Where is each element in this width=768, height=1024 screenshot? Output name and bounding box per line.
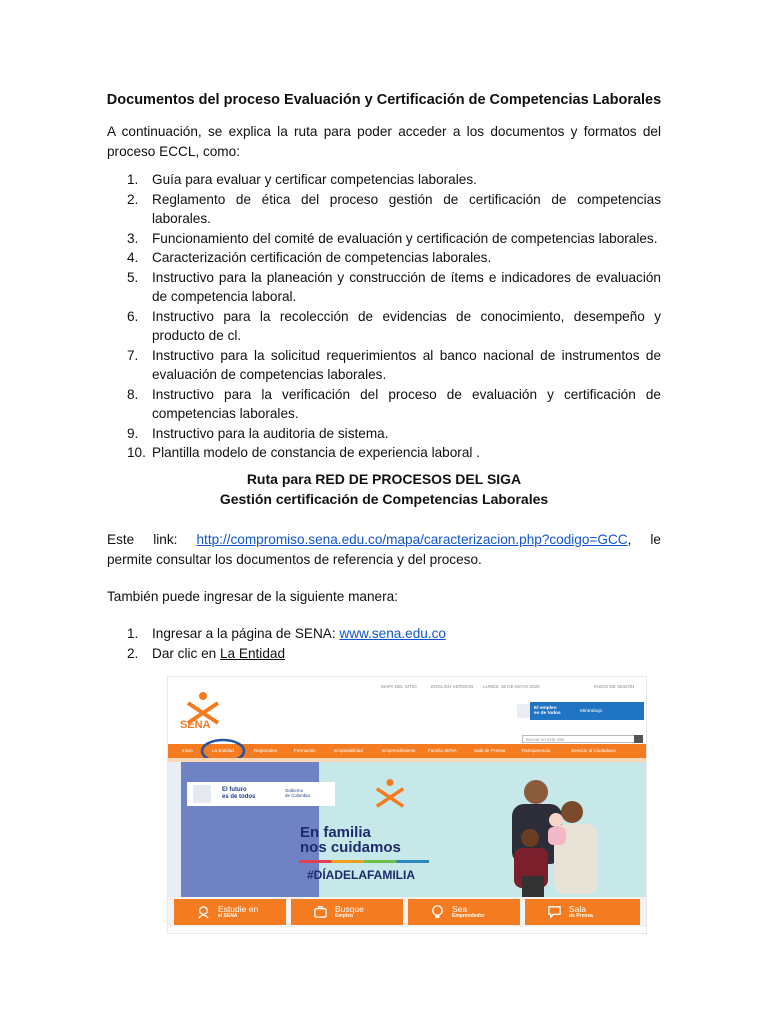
list-item: [107, 307, 661, 346]
gobierno-line: Gobierno: [285, 788, 304, 793]
tile-busque[interactable]: [291, 899, 403, 925]
list-item: [107, 268, 661, 307]
list-item: [107, 424, 661, 444]
link-prefix: Este link:: [107, 532, 197, 547]
list-item: [107, 190, 661, 229]
document-title: Documentos del proceso Evaluación y Certificación de Competencias Laborales: [106, 92, 662, 108]
futuro-text: [222, 787, 255, 801]
quick-links: [168, 897, 646, 927]
tile-title: Busque: [335, 904, 364, 914]
list-item-text: Funcionamiento del comité de evaluación y certificación de competencias laborales.: [152, 230, 658, 246]
hero-line: En familia: [300, 824, 371, 841]
top-link[interactable]: MAPA DEL SITIO: [381, 684, 417, 689]
badge-ministry: Mintrabajo: [580, 709, 603, 714]
tile-title: Sala: [569, 904, 587, 914]
tile-subtitle: Empleo: [335, 913, 354, 919]
list-item-text: Plantilla modelo de constancia de experiencia laboral .: [152, 445, 480, 460]
speech-bubble-icon: [547, 904, 562, 919]
lightbulb-icon: [430, 904, 445, 919]
nav-item[interactable]: Servicio al Ciudadano: [571, 748, 616, 753]
futuro-line: es de todos: [222, 794, 256, 800]
tile-subtitle: de Prensa: [569, 913, 593, 919]
tile-prensa[interactable]: [525, 899, 640, 925]
tile-title: Estudie en: [218, 904, 259, 914]
list-item: [107, 385, 661, 424]
graduate-icon: [196, 904, 211, 919]
step-item: [107, 624, 661, 644]
nav-item[interactable]: Regionales: [254, 748, 277, 753]
list-item-text: Instructivo para la solicitud requerimientos al banco nacional de instrumentos de evaluación de competencias laborales.: [152, 347, 661, 382]
sena-website-screenshot: [167, 676, 647, 934]
list-item-number: 1.: [127, 172, 139, 187]
list-item-number: 8.: [127, 386, 139, 402]
step-number: 1.: [127, 626, 139, 641]
list-item-text: Reglamento de ética del proceso gestión de certificación de competencias laborales.: [152, 191, 661, 226]
link-paragraph: [107, 530, 661, 569]
badge-line: es de todos: [534, 711, 561, 716]
list-item-number: 7.: [127, 347, 139, 363]
route-title: Ruta para RED DE PROCESOS DEL SIGA: [246, 471, 522, 487]
la-entidad-link[interactable]: La Entidad: [220, 645, 286, 661]
alternative-text: También puede ingresar de la siguiente manera:: [107, 589, 398, 604]
briefcase-icon: [313, 904, 328, 919]
badge-line: El empleo: [534, 706, 557, 711]
list-item: [107, 170, 661, 190]
list-item: [107, 229, 661, 249]
gobierno-text: [285, 788, 310, 798]
list-item-number: 9.: [127, 425, 139, 441]
list-item-number: 3.: [127, 230, 139, 246]
list-item-text: Instructivo para la auditoria de sistema.: [152, 425, 389, 441]
documents-list: [107, 170, 661, 463]
step-number: 2.: [127, 645, 139, 661]
top-link[interactable]: ENGLISH VERSION: [431, 684, 474, 689]
top-links-bar: [168, 677, 646, 695]
link-suffix: , le permite consultar los documentos de referencia y del proceso.: [107, 532, 661, 567]
shield-icon: [193, 785, 211, 803]
nav-item[interactable]: Emprendimiento: [382, 748, 416, 753]
step-text: Ingresar a la página de SENA:: [152, 626, 340, 641]
top-link[interactable]: INICIO DE SESIÓN: [594, 684, 635, 689]
hero-banner[interactable]: [168, 762, 646, 897]
siga-link[interactable]: http://compromiso.sena.edu.co/mapa/caracterizacion.php?codigo=GCC: [196, 532, 628, 547]
list-item-text: Caracterización certificación de competencias laborales.: [152, 250, 492, 265]
nav-item[interactable]: Inicio: [182, 748, 193, 753]
nav-item[interactable]: Familia SENA: [428, 748, 457, 753]
color-bar: [299, 860, 429, 863]
sena-website-link[interactable]: www.sena.edu.co: [339, 626, 446, 641]
intro-paragraph: A continuación, se explica la ruta para poder acceder a los documentos y formatos del proceso ECCL, como:: [107, 124, 661, 159]
nav-item[interactable]: Sala de Prensa: [474, 748, 506, 753]
list-item-text: Guía para evaluar y certificar competencias laborales.: [152, 172, 477, 187]
tile-subtitle: el SENA: [218, 913, 238, 919]
step-item: [107, 644, 661, 664]
list-item-number: 4.: [127, 250, 139, 265]
list-item: [107, 346, 661, 385]
nav-item[interactable]: Transparencia: [521, 748, 551, 753]
list-item-text: Instructivo para la planeación y construcción de ítems e indicadores de evaluación de competencia laboral.: [152, 269, 661, 304]
list-item-number: 6.: [127, 308, 139, 324]
list-item-number: 5.: [127, 269, 139, 285]
tile-emprendedor[interactable]: [408, 899, 520, 925]
family-photo: [468, 764, 618, 897]
gobierno-line: de Colombia: [285, 793, 310, 798]
search-input[interactable]: Buscar en este sitio: [522, 735, 640, 743]
logo-text: SENA: [180, 719, 211, 729]
list-item-number: 2.: [127, 191, 139, 207]
futuro-line: El futuro: [222, 787, 247, 793]
hero-left-strip: [168, 762, 181, 897]
step-text: Dar clic en: [152, 645, 220, 661]
list-item-text: Instructivo para la verificación del proceso de evaluación y certificación de competencias laborales.: [152, 386, 661, 421]
top-date: LUNES, 18 DE MAYO 2020: [483, 684, 540, 689]
tile-estudie[interactable]: [174, 899, 286, 925]
list-item: [107, 443, 661, 463]
list-item-number: 10.: [127, 445, 146, 460]
route-subtitle: Gestión certificación de Competencias Laborales: [219, 491, 549, 507]
nav-item-la-entidad[interactable]: La Entidad: [212, 748, 234, 753]
shield-icon: [517, 704, 530, 718]
search-icon[interactable]: [634, 735, 643, 743]
hero-title: [300, 825, 401, 855]
access-steps: [107, 624, 661, 663]
sena-hero-logo: [368, 776, 412, 812]
nav-item[interactable]: Empleabilidad: [334, 748, 363, 753]
hero-line: nos cuidamos: [300, 839, 401, 856]
sena-logo: [178, 689, 228, 729]
list-item: [107, 248, 661, 268]
tile-title: Sea: [452, 904, 468, 914]
list-item-text: Instructivo para la recolección de evidencias de conocimiento, desempeño y producto de cl.: [152, 308, 661, 343]
tile-subtitle: Emprendedor: [452, 913, 485, 919]
gov-badge: [530, 702, 644, 720]
nav-item[interactable]: Formación: [294, 748, 316, 753]
gov-futuro-box: [187, 782, 335, 806]
hashtag: #DÍADELAFAMILIA: [307, 868, 415, 882]
